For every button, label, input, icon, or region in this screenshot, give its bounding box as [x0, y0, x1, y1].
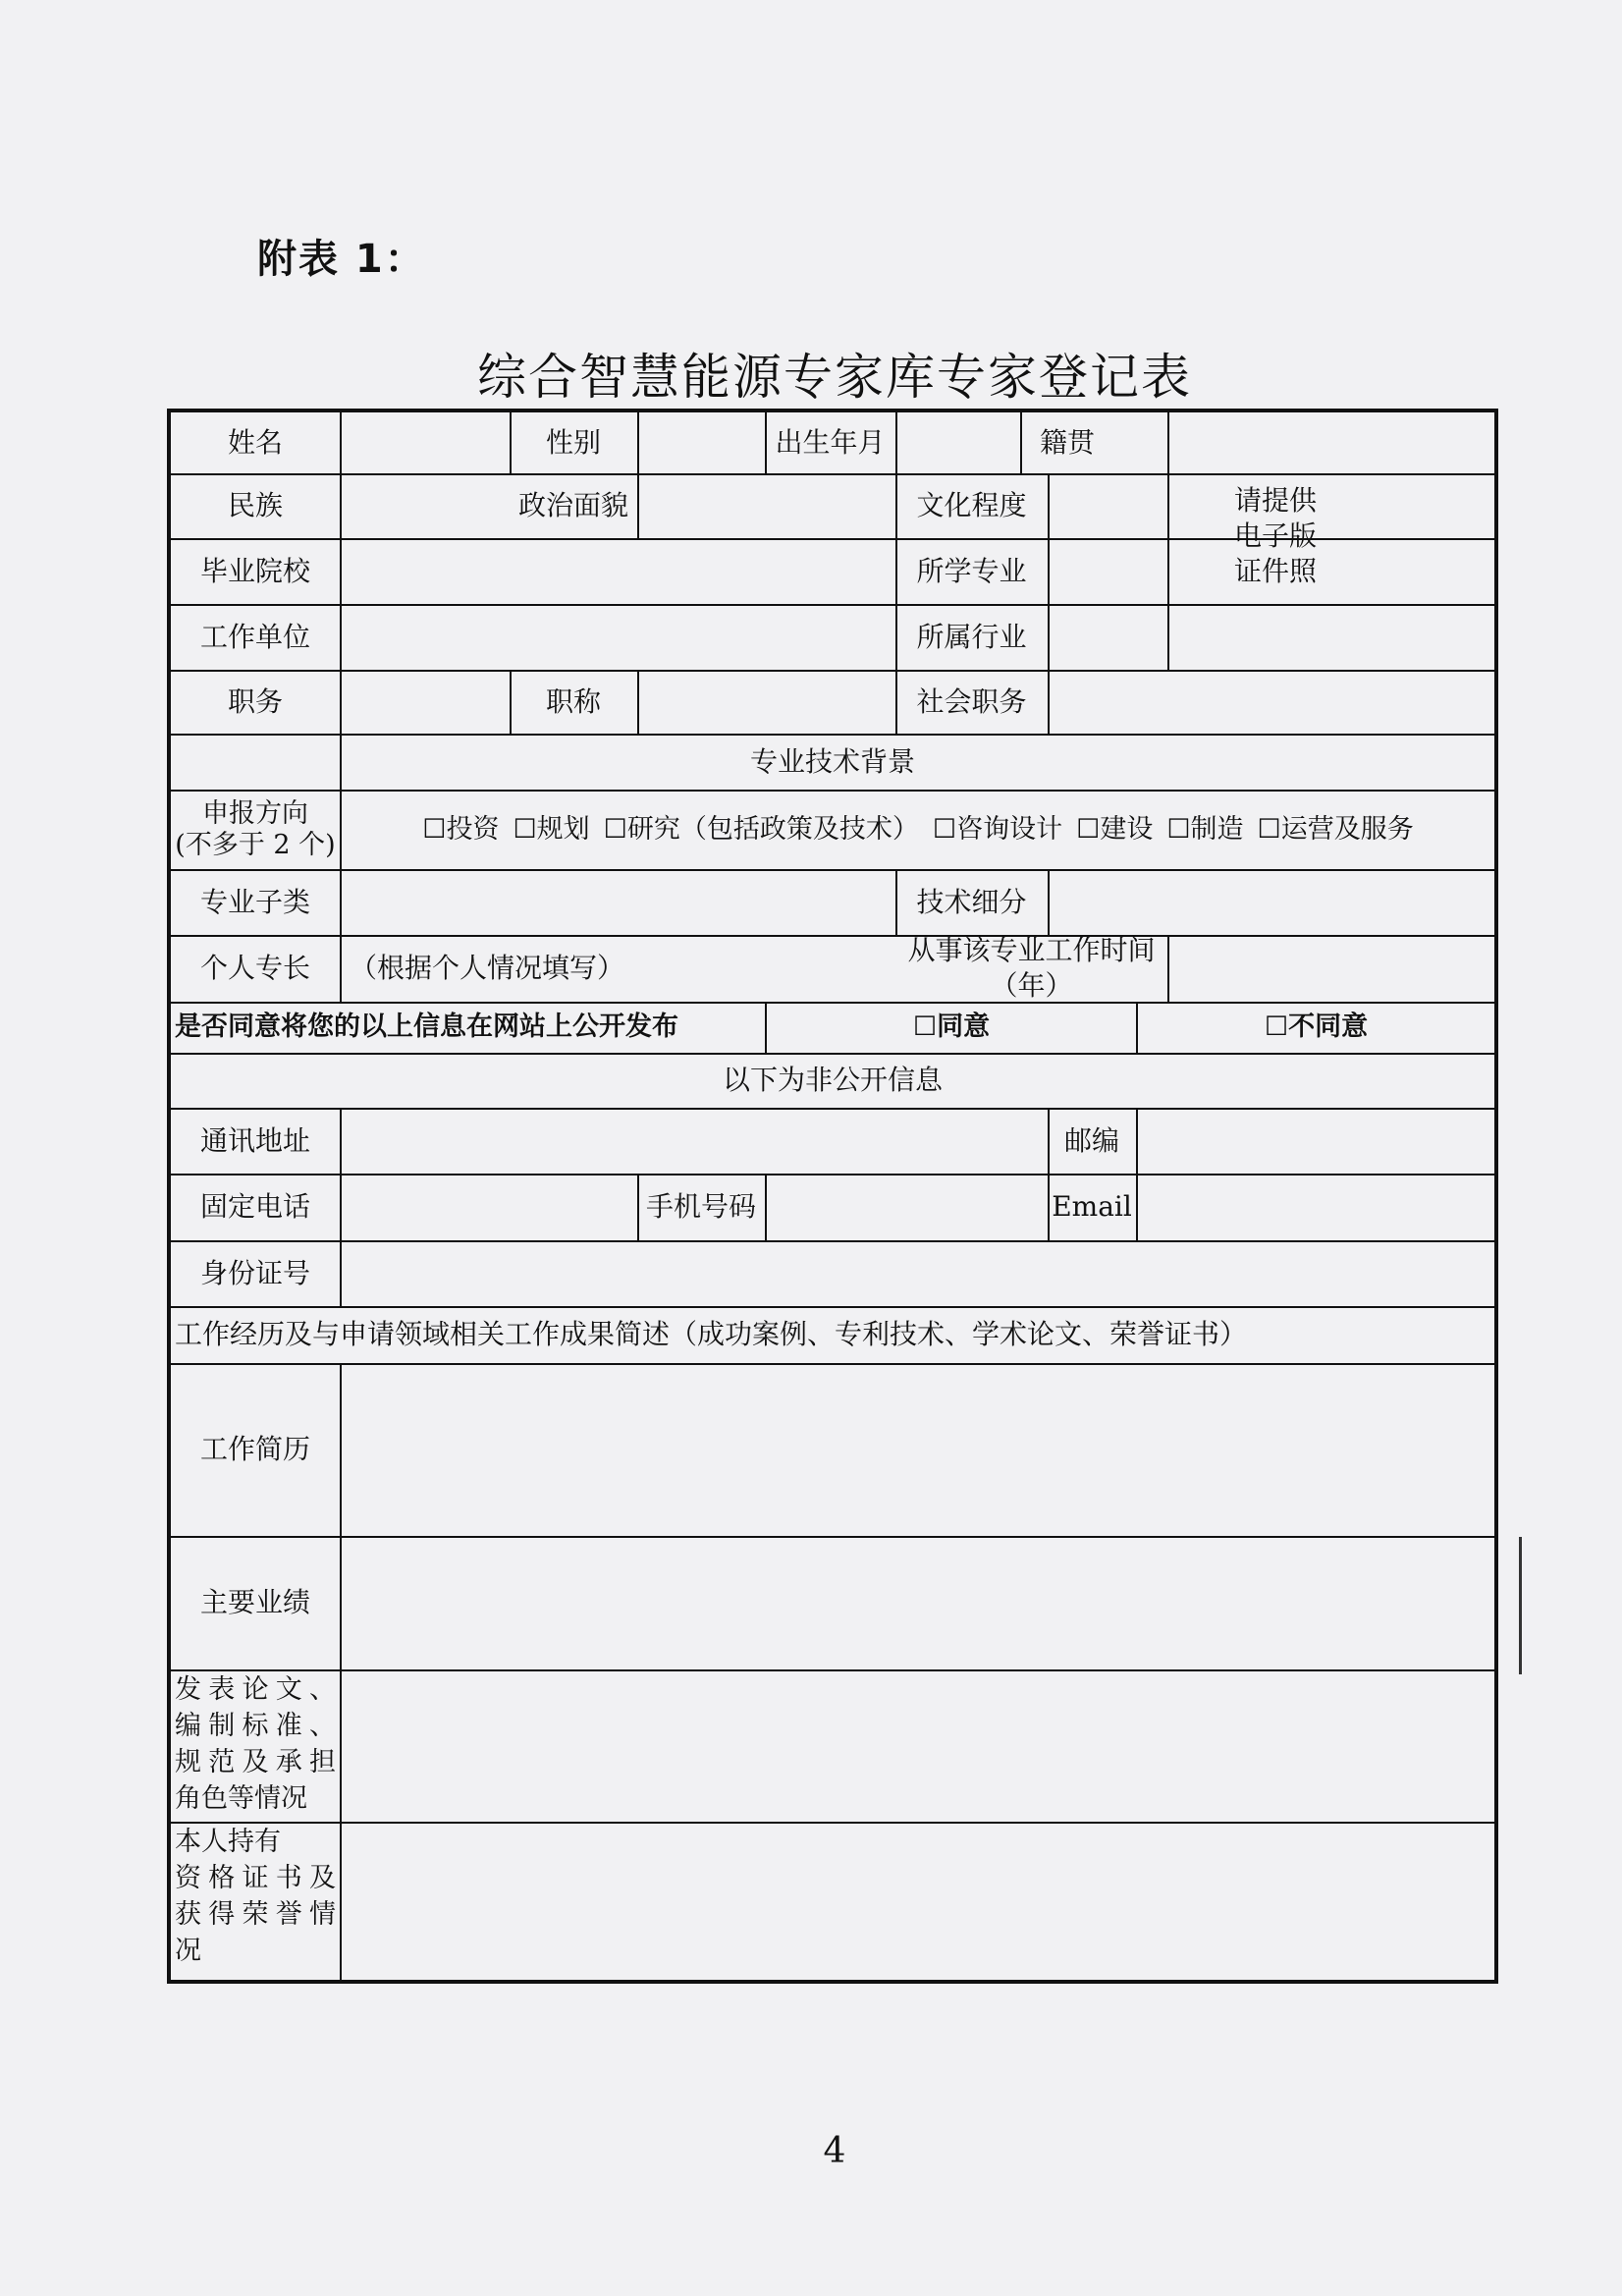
birth-label: 出生年月 — [775, 426, 886, 459]
work-resume-label: 工作简历 — [199, 1433, 310, 1465]
direction-option-operations[interactable]: ☐ 运营及服务 — [1258, 812, 1414, 847]
education-level-label: 文化程度 — [916, 489, 1027, 521]
certificates-label — [171, 1822, 340, 1980]
birth-field[interactable] — [897, 412, 1020, 473]
consent-disagree-option[interactable] — [1138, 1002, 1494, 1053]
publish-consent-question: 是否同意将您的以上信息在网站上公开发布 — [175, 1011, 678, 1042]
direction-label-line-2: (不多于 2 个) — [175, 829, 336, 860]
main-achievements-field[interactable] — [342, 1536, 1494, 1669]
attachment-label: 附表 1： — [257, 237, 426, 282]
social-position-label: 社会职务 — [916, 684, 1027, 718]
gender-label: 性别 — [545, 426, 601, 459]
direction-option-construction[interactable]: ☐ 建设 — [1076, 812, 1153, 847]
photo-hint-line-1: 请提供 — [1233, 484, 1317, 517]
direction-label-line-1: 申报方向 — [202, 797, 308, 829]
photo-hint-line-2: 电子版 — [1233, 519, 1317, 552]
native-place-field[interactable] — [1116, 412, 1167, 473]
consent-agree-label: ☐ 同意 — [913, 1010, 990, 1045]
publications-label-line-2: 编制标准、 — [175, 1711, 336, 1741]
consent-agree-option[interactable] — [767, 1002, 1136, 1053]
expertise-label: 个人专长 — [199, 952, 310, 984]
scan-edge-mark — [1519, 1537, 1522, 1674]
position-field[interactable] — [342, 670, 510, 734]
publications-label — [171, 1669, 340, 1822]
gender-field[interactable] — [639, 412, 765, 473]
subcategory-label: 专业子类 — [199, 885, 310, 918]
email-label: Email — [1052, 1190, 1132, 1223]
background-section-header: 专业技术背景 — [749, 744, 915, 778]
landline-label: 固定电话 — [199, 1190, 310, 1223]
direction-option-planning[interactable]: ☐ 规划 — [513, 812, 589, 847]
industry-label: 所属行业 — [916, 620, 1027, 653]
name-field[interactable] — [342, 412, 510, 473]
expertise-field[interactable]: （根据个人情况填写） — [350, 952, 625, 984]
tech-detail-field[interactable] — [1050, 869, 1494, 935]
direction-label — [171, 790, 340, 869]
work-unit-label: 工作单位 — [199, 620, 310, 653]
direction-option-invest[interactable]: ☐ 投资 — [422, 812, 499, 847]
photo-hint-line-3: 证件照 — [1233, 555, 1317, 587]
email-field[interactable] — [1138, 1174, 1494, 1240]
native-place-label: 籍贯 — [1039, 426, 1095, 459]
address-label: 通讯地址 — [199, 1123, 310, 1157]
page-number: 4 — [823, 2131, 846, 2171]
postcode-label: 邮编 — [1063, 1123, 1119, 1157]
certificates-label-line-3: 获得荣誉情 — [175, 1899, 336, 1930]
name-label: 姓名 — [227, 426, 283, 459]
mobile-field[interactable] — [767, 1174, 1048, 1240]
major-field[interactable] — [1050, 538, 1167, 604]
years-in-field-label: 从事该专业工作时间（年） — [907, 934, 1156, 1002]
graduate-school-label: 毕业院校 — [199, 554, 310, 587]
mobile-label: 手机号码 — [645, 1190, 756, 1223]
work-unit-field[interactable] — [342, 604, 895, 670]
publications-label-line-4: 角色等情况 — [175, 1783, 307, 1814]
major-label: 所学专业 — [916, 554, 1027, 587]
education-level-field[interactable] — [1050, 473, 1167, 538]
direction-option-consulting[interactable]: ☐ 咨询设计 — [933, 812, 1062, 847]
political-status-field[interactable] — [639, 473, 895, 538]
work-resume-field[interactable] — [342, 1363, 1494, 1536]
private-section-header: 以下为非公开信息 — [722, 1064, 943, 1096]
subcategory-field[interactable] — [342, 869, 895, 935]
direction-option-manufacturing[interactable]: ☐ 制造 — [1166, 812, 1243, 847]
years-in-field-field[interactable] — [1169, 935, 1494, 1002]
certificates-label-line-2: 资格证书及 — [175, 1863, 336, 1893]
photo-upload-area[interactable] — [1169, 473, 1381, 670]
registration-form-table — [167, 409, 1498, 1984]
ethnicity-field[interactable] — [342, 473, 510, 538]
id-number-label: 身份证号 — [199, 1256, 310, 1289]
landline-field[interactable] — [342, 1174, 637, 1240]
publications-field[interactable] — [342, 1669, 1494, 1822]
postcode-field[interactable] — [1138, 1108, 1494, 1174]
form-title: 综合智慧能源专家库专家登记表 — [477, 349, 1192, 406]
social-position-field[interactable] — [1050, 670, 1494, 734]
consent-disagree-label: ☐ 不同意 — [1265, 1010, 1368, 1045]
tech-detail-label: 技术细分 — [916, 885, 1027, 918]
direction-options — [342, 790, 1494, 869]
certificates-label-line-4: 况 — [175, 1936, 201, 1966]
address-field[interactable] — [342, 1108, 1048, 1174]
publications-label-line-3: 规范及承担 — [175, 1747, 336, 1777]
title-rank-label: 职称 — [545, 684, 601, 718]
certificates-label-line-1: 本人持有 — [175, 1827, 281, 1857]
position-label: 职务 — [227, 684, 283, 718]
industry-field[interactable] — [1050, 604, 1167, 670]
publications-label-line-1: 发表论文、 — [175, 1674, 336, 1705]
certificates-field[interactable] — [342, 1822, 1494, 1980]
title-rank-field[interactable] — [639, 670, 895, 734]
political-status-label: 政治面貌 — [517, 489, 628, 521]
main-achievements-label: 主要业绩 — [199, 1586, 310, 1618]
direction-option-research[interactable]: ☐ 研究（包括政策及技术） — [604, 812, 919, 847]
graduate-school-field[interactable] — [342, 538, 895, 604]
id-number-field[interactable] — [342, 1240, 1494, 1306]
ethnicity-label: 民族 — [227, 489, 283, 521]
achievement-summary-header: 工作经历及与申请领域相关工作成果简述（成功案例、专利技术、学术论文、荣誉证书） — [175, 1318, 1248, 1350]
